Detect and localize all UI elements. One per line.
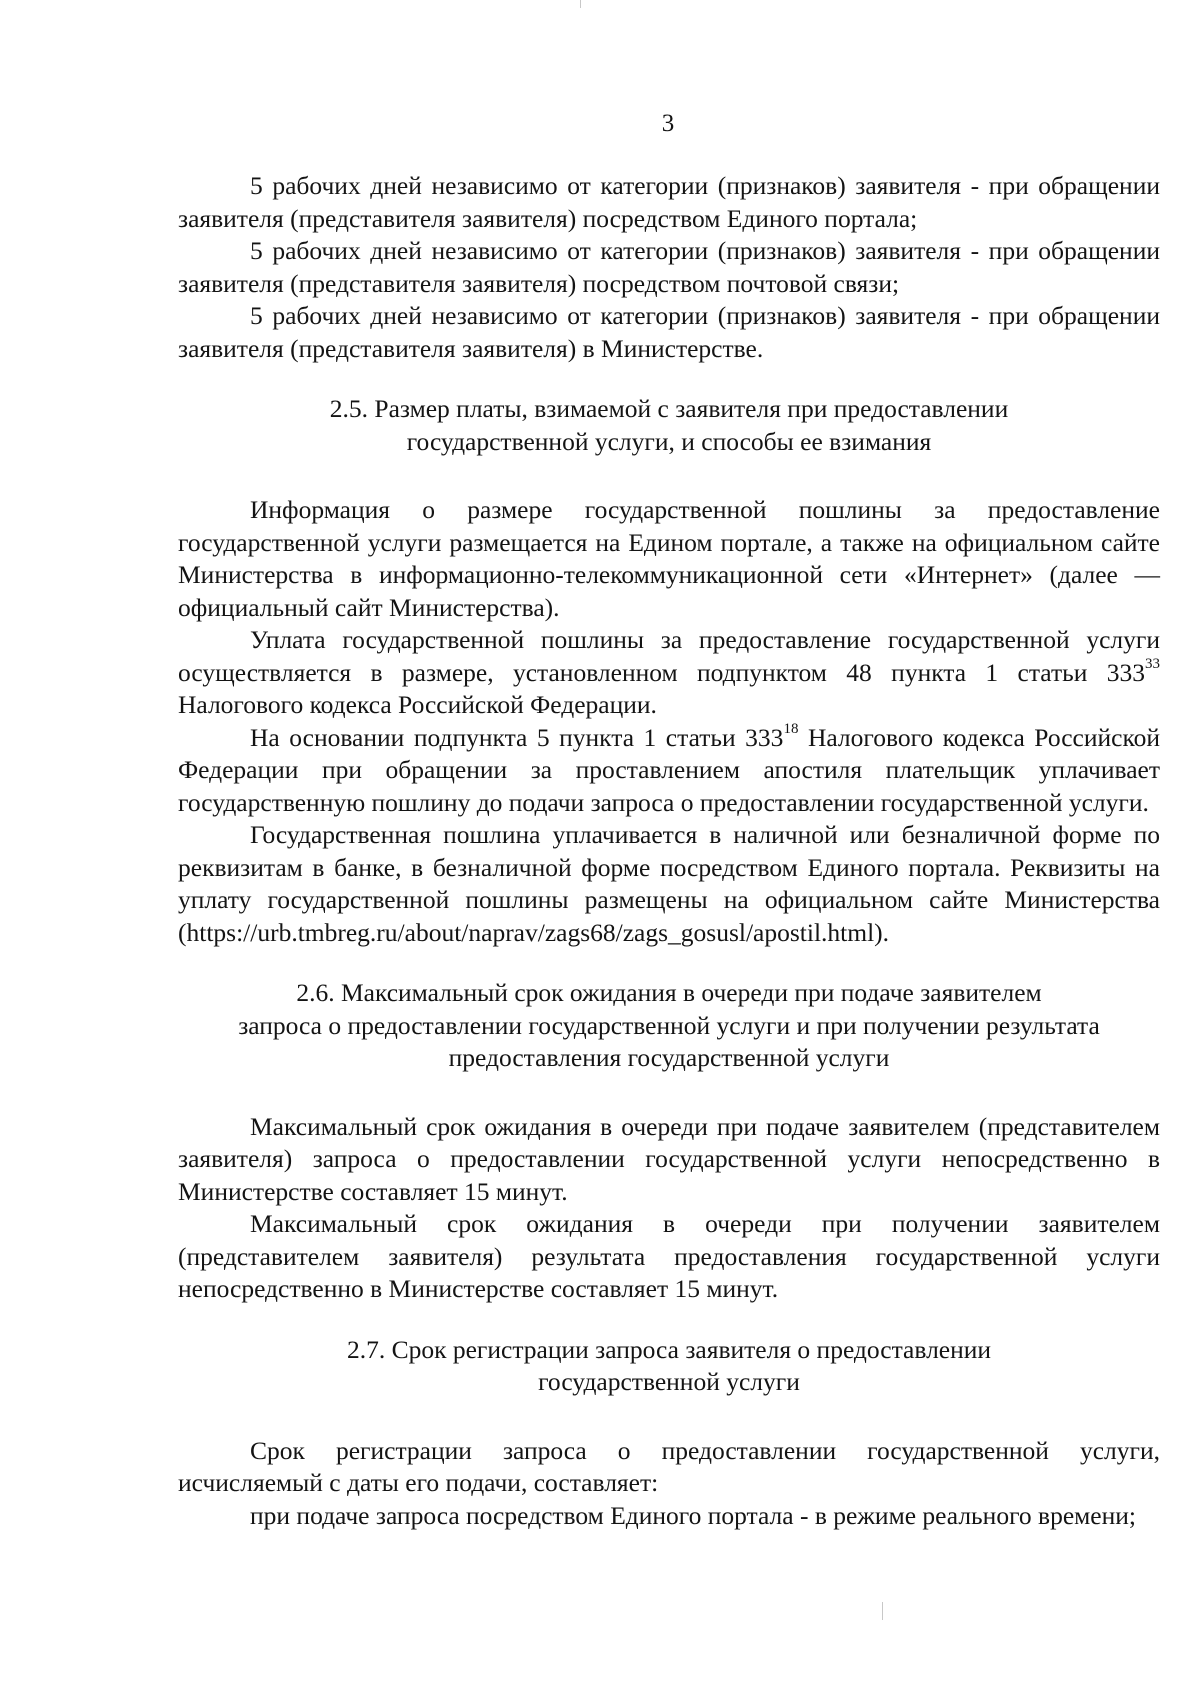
page-number: 3 <box>661 110 675 137</box>
paragraph-registration-term: Срок регистрации запроса о предоставлении государственной услуги, исчисляемый с даты его подачи, составляет: <box>178 1435 1160 1497</box>
paragraph-term-post: 5 рабочих дней независимо от категории (признаков) заявителя - при обращении заявителя (представителя заявителя) посредством почтовой связи; <box>178 236 1160 298</box>
section-heading-line: 2.6. Максимальный срок ожидания в очереди при подаче заявителем <box>296 978 1042 1007</box>
text-run: Налогового кодекса Российской Федерации при обращении за проставлением апостиля плательщик уплачивает государственную пошлину до подачи запроса о предоставлении государственной услуги. <box>178 722 1160 817</box>
scan-speck <box>882 1602 883 1620</box>
section-heading-line: 2.7. Срок регистрации запроса заявителя о предоставлении <box>346 1334 992 1364</box>
paragraph-term-ministry: 5 рабочих дней независимо от категории (признаков) заявителя - при обращении заявителя (представителя заявителя) в Министерстве. <box>178 301 1160 363</box>
section-heading-line: государственной услуги <box>538 1367 800 1396</box>
paragraph-registration-portal: при подаче запроса посредством Единого портала - в режиме реального времени; <box>250 1500 1136 1530</box>
section-2-6-heading <box>178 977 1160 1075</box>
requisites-url: (https://urb.tmbreg.ru/about/naprav/zags68/zags_gosusl/apostil.html). <box>178 917 890 947</box>
section-heading-line: предоставления государственной услуги <box>448 1043 890 1072</box>
text-run: Уплата государственной пошлины за предоставление государственной услуги осуществляется в размере, установленном подпунктом 48 пункта 1 статьи 333 <box>178 625 1160 687</box>
superscript: 33 <box>1145 656 1160 672</box>
scan-speck <box>580 0 581 8</box>
section-heading-line: государственной услуги, и способы ее взимания <box>406 426 932 456</box>
section-heading-line: запроса о предоставлении государственной услуги и при получении результата <box>238 1010 1100 1040</box>
paragraph-term-portal: 5 рабочих дней независимо от категории (признаков) заявителя - при обращении заявителя (представителя заявителя) посредством Единого портала; <box>178 171 1160 233</box>
paragraph-fee-basis <box>178 722 1160 820</box>
paragraph-fee-requisites: Государственная пошлина уплачивается в наличной или безналичной форме по реквизитам в банке, в безналичной форме посредством Единого портала. Реквизиты на уплату государственной пошлины размещены на официальном сайте Министерства <box>178 820 1160 914</box>
paragraph-fee-payment <box>178 624 1160 722</box>
paragraph-fee-info: Информация о размере государственной пошлины за предоставление государственной услуги размещается на Едином портале, а также на официальном сайте Министерства в информационно-телекоммуникационной сети «Интернет» (далее — официальный сайт Министерства). <box>178 495 1160 622</box>
superscript: 18 <box>783 721 799 737</box>
paragraph-queue-submit: Максимальный срок ожидания в очереди при подаче заявителем (представителем заявителя) запроса о предоставлении государственной услуги непосредственно в Министерстве составляет 15 минут. <box>178 1111 1160 1206</box>
document-body <box>178 170 1160 1532</box>
paragraph-queue-result: Максимальный срок ожидания в очереди при получении заявителем (представителем заявителя) результата предоставления государственной услуги непосредственно в Министерстве составляет 15 минут. <box>178 1209 1160 1303</box>
section-heading-line: 2.5. Размер платы, взимаемой с заявителя при предоставлении <box>329 394 1009 423</box>
text-run: На основании подпункта 5 пункта 1 статьи 333 <box>250 722 784 752</box>
section-2-7-heading <box>178 1334 1160 1399</box>
section-2-5-heading <box>178 393 1160 458</box>
text-run: Налогового кодекса Российской Федерации. <box>178 690 657 719</box>
